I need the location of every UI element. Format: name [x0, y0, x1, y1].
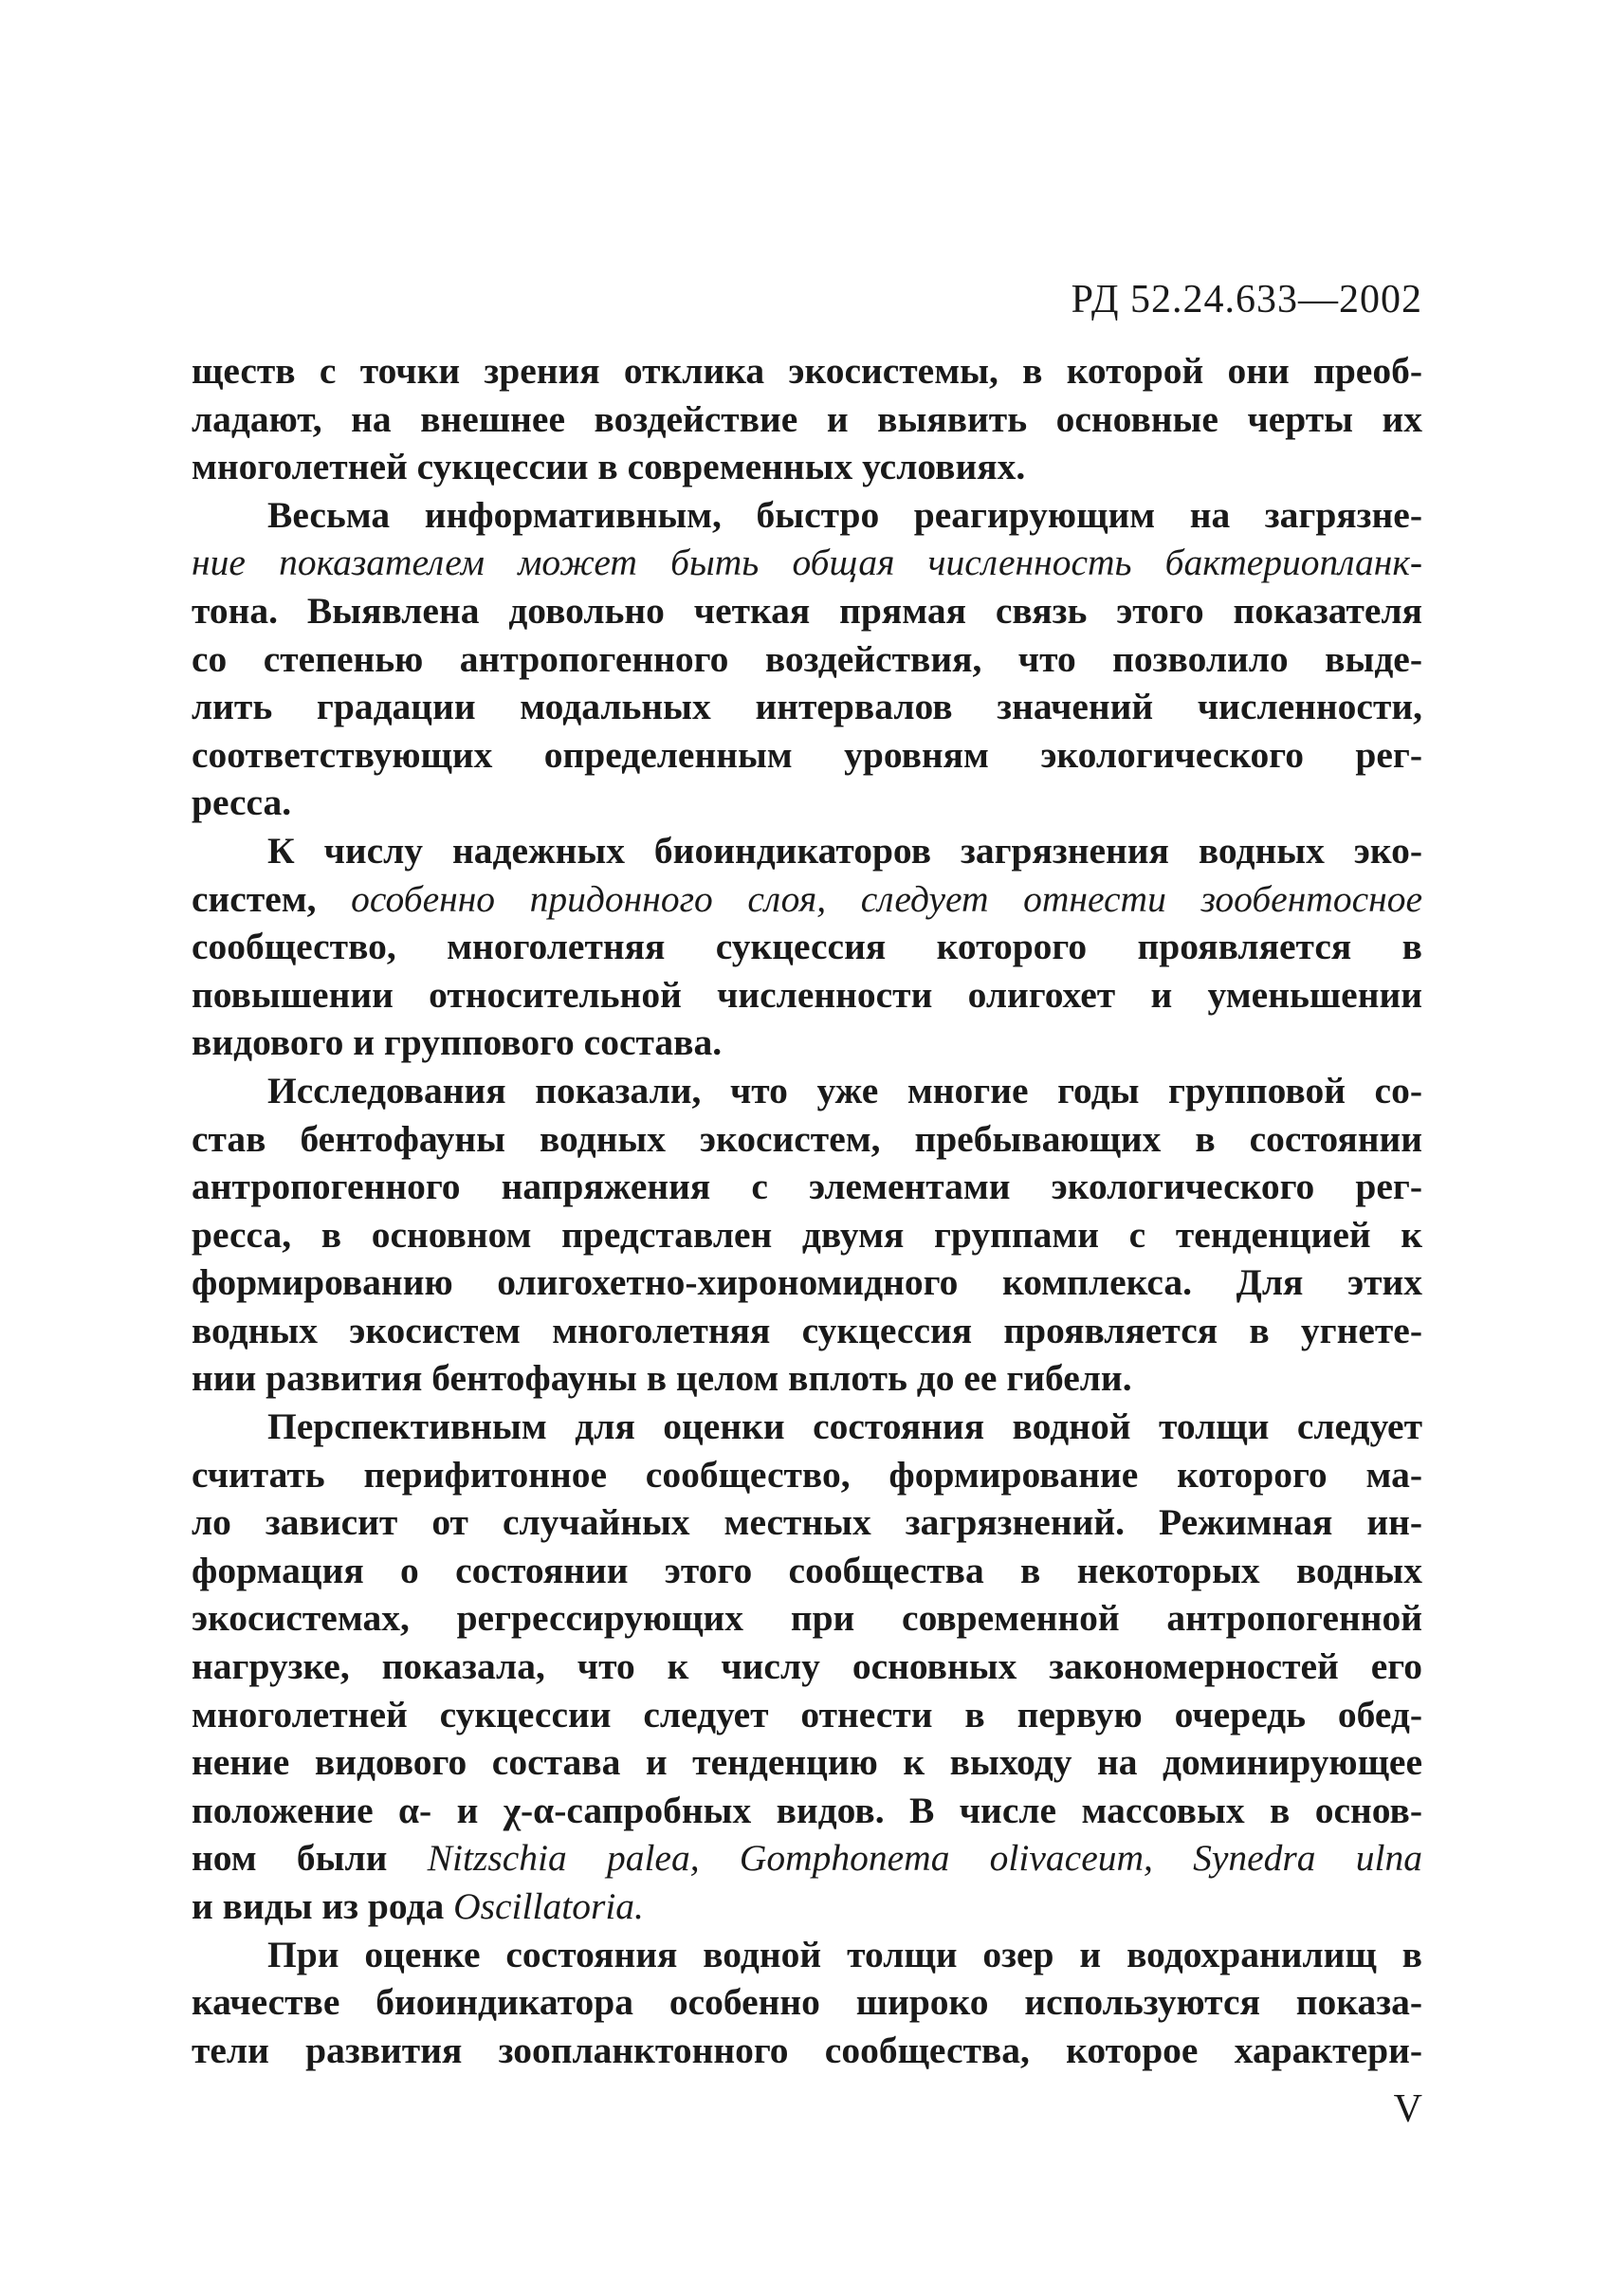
text-line — [192, 1883, 1422, 1931]
text-line: став бентофауны водных экосистем, пребывающих в состоянии — [192, 1117, 1422, 1160]
text-line: качестве биоиндикатора особенно широко используются показа- — [192, 1981, 1422, 2024]
text-line: водных экосистем многолетняя сукцессия проявляется в угнете- — [192, 1309, 1422, 1351]
text-line — [192, 1834, 1422, 1883]
text-line: соответствующих определенным уровням экологического рег- — [192, 733, 1422, 776]
text-line: ществ с точки зрения отклика экосистемы, в которой они преоб- — [192, 350, 1422, 392]
text-line: считать перифитонное сообщество, формирование которого ма- — [192, 1453, 1422, 1496]
document-code: РД 52.24.633—2002 — [1071, 278, 1422, 321]
italic-text-span: особенно придонного слоя, следует отнести зообентосное — [351, 877, 1422, 920]
text-line: многолетней сукцессии в современных условиях. — [192, 446, 1026, 488]
text-span: и виды из рода — [192, 1885, 445, 1927]
page-number: V — [1393, 2087, 1422, 2131]
text-line: формированию олигохетно-хирономидного комплекса. Для этих — [192, 1261, 1422, 1304]
text-line: Весьма информативным, быстро реагирующим на загрязне- — [267, 493, 1422, 536]
text-line: При оценке состояния водной толщи озер и водохранилищ в — [267, 1933, 1422, 1975]
text-line: Исследования показали, что уже многие годы групповой со- — [267, 1069, 1422, 1111]
text-line: нагрузке, показала, что к числу основных закономерностей его — [192, 1645, 1422, 1688]
text-line: повышении относительной численности олигохет и уменьшении — [192, 973, 1422, 1016]
text-line: видового и группового состава. — [192, 1021, 723, 1064]
text-line: экосистемах, регрессирующих при современной антропогенной — [192, 1597, 1422, 1640]
text-line: нии развития бентофауны в целом вплоть до ее гибели. — [192, 1357, 1132, 1400]
text-line: Перспективным для оценки состояния водной толщи следует — [267, 1405, 1422, 1448]
text-line: формация о состоянии этого сообщества в некоторых водных — [192, 1549, 1422, 1591]
text-line: тона. Выявлена довольно четкая прямая связь этого показателя — [192, 589, 1422, 632]
text-line: ресса. — [192, 781, 292, 824]
text-line: ладают, на внешнее воздействие и выявить основные черты их — [192, 397, 1422, 440]
italic-text-line: ние показателем может быть общая численность бактериопланк- — [192, 542, 1422, 584]
text-line — [192, 875, 1422, 924]
text-line: тели развития зоопланктонного сообщества, которое характери- — [192, 2029, 1422, 2071]
text-line: многолетней сукцессии следует отнести в первую очередь обед- — [192, 1693, 1422, 1736]
text-line: положение α- и χ-α-сапробных видов. В числе массовых в основ- — [192, 1789, 1422, 1831]
text-line: сообщество, многолетняя сукцессия которого проявляется в — [192, 926, 1422, 968]
text-line: лить градации модальных интервалов значений численности, — [192, 686, 1422, 728]
text-line: ло зависит от случайных местных загрязнений. Режимная ин- — [192, 1501, 1422, 1544]
text-line: ресса, в основном представлен двумя группами с тенденцией к — [192, 1213, 1422, 1256]
text-line: К числу надежных биоиндикаторов загрязнения водных эко- — [267, 829, 1422, 872]
text-line: со степенью антропогенного воздействия, что позволило выде- — [192, 637, 1422, 680]
genus-name: Oscillatoria. — [453, 1885, 644, 1927]
body-text — [192, 347, 1422, 2074]
species-names: Nitzschia palea, Gomphonema olivaceum, Synedra ulna — [427, 1837, 1423, 1880]
text-line: нение видового состава и тенденцию к выходу на доминирующее — [192, 1741, 1422, 1784]
text-line: антропогенного напряжения с элементами экологического рег- — [192, 1166, 1422, 1208]
text-span: ном были — [192, 1837, 388, 1880]
text-span: систем, — [192, 877, 317, 920]
